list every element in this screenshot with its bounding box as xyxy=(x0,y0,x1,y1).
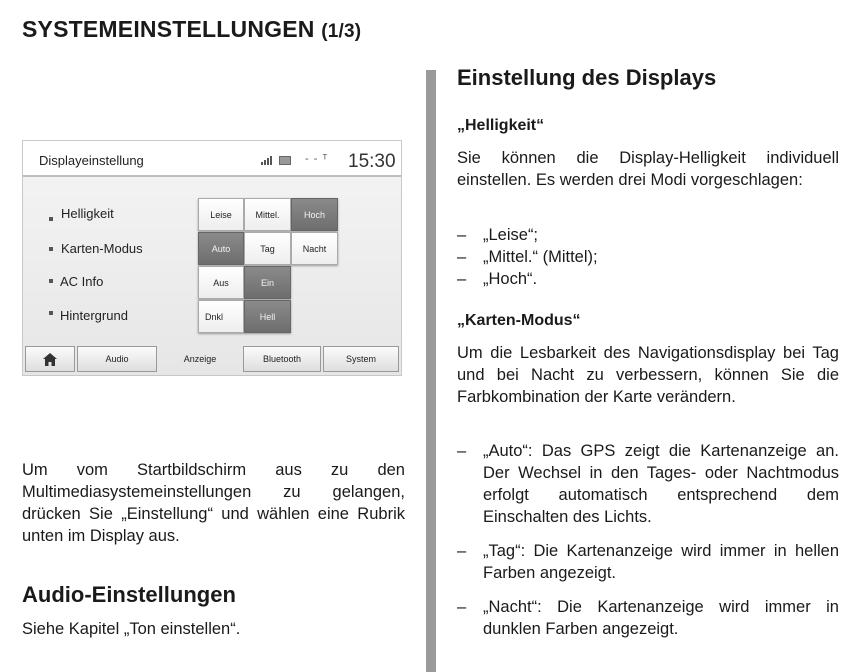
display-settings-screenshot xyxy=(22,140,402,376)
brightness-medium-button[interactable]: Mittel. xyxy=(244,198,291,231)
list-item: – „Mittel.“ (Mittel); xyxy=(457,248,598,266)
tab-audio[interactable]: Audio xyxy=(77,346,157,372)
brightness-paragraph xyxy=(457,147,839,191)
map-mode-list xyxy=(457,440,839,652)
background-selector xyxy=(198,300,291,333)
page-title xyxy=(22,16,361,43)
ac-info-off-button[interactable]: Aus xyxy=(198,266,244,299)
tab-bar xyxy=(25,346,399,372)
background-light-button[interactable]: Hell xyxy=(244,300,291,333)
map-mode-selector xyxy=(198,232,338,265)
list-item: – „Auto“: Das GPS zeigt die Kartenanzeige an. Der Wechsel in den Tages- oder Nachtmodus erfolgt automatisch entsprechend dem Einschalten des Lichts. xyxy=(457,442,839,526)
option-label-brightness: Helligkeit xyxy=(61,206,114,221)
tab-system[interactable]: System xyxy=(323,346,399,372)
ac-info-on-button[interactable]: Ein xyxy=(244,266,291,299)
tab-display[interactable]: Anzeige xyxy=(183,354,217,364)
map-mode-heading: „Karten-Modus“ xyxy=(457,312,581,329)
audio-settings-heading: Audio-Einstellungen xyxy=(22,582,236,607)
home-icon xyxy=(43,353,57,366)
list-item: – „Nacht“: Die Kartenanzeige wird immer in dunklen Farben angezeigt. xyxy=(457,598,839,638)
map-mode-day-button[interactable]: Tag xyxy=(244,232,291,265)
list-item: – „Hoch“. xyxy=(457,270,538,288)
ac-info-selector xyxy=(198,266,291,299)
status-indicator: - - ᵀ xyxy=(305,153,329,165)
brightness-text: Sie können die Display-Helligkeit individuell einstellen. Es werden drei Modi vorgeschlagen: xyxy=(457,149,839,189)
tab-bluetooth[interactable]: Bluetooth xyxy=(243,346,321,372)
signal-icon xyxy=(261,155,275,165)
brightness-low-button[interactable]: Leise xyxy=(198,198,244,231)
brightness-list xyxy=(457,224,839,290)
bullet-icon xyxy=(49,217,53,221)
brightness-selector xyxy=(198,198,338,231)
screen-title: Displayeinstellung xyxy=(39,153,144,168)
home-button[interactable] xyxy=(25,346,75,372)
clock: 15:30 xyxy=(348,151,396,172)
brightness-heading: „Helligkeit“ xyxy=(457,117,545,134)
screen-header xyxy=(23,141,401,177)
page-title-text: SYSTEMEINSTELLUNGEN xyxy=(22,16,315,42)
map-mode-text: Um die Lesbarkeit des Navigationsdisplay bei Tag und bei Nacht zu verbessern, können Sie die Farbkombination der Karte verändern. xyxy=(457,344,839,406)
list-item: – „Tag“: Die Kartenanzeige wird immer in hellen Farben angezeigt. xyxy=(457,542,839,582)
option-label-map-mode: Karten-Modus xyxy=(61,241,143,256)
brightness-high-button[interactable]: Hoch xyxy=(291,198,338,231)
map-mode-night-button[interactable]: Nacht xyxy=(291,232,338,265)
bullet-icon xyxy=(49,247,53,251)
map-mode-paragraph xyxy=(457,342,839,408)
display-settings-heading: Einstellung des Displays xyxy=(457,65,717,90)
bullet-icon xyxy=(49,311,53,315)
audio-settings-text: Siehe Kapitel „Ton einstellen“. xyxy=(22,620,241,638)
map-mode-auto-button[interactable]: Auto xyxy=(198,232,244,265)
bullet-icon xyxy=(49,279,53,283)
battery-icon xyxy=(279,156,291,165)
background-dark-button[interactable]: Dnkl xyxy=(198,300,244,333)
option-label-background: Hintergrund xyxy=(60,308,128,323)
list-item: – „Leise“; xyxy=(457,226,539,244)
intro-text: Um vom Startbildschirm aus zu den Multimediasystemeinstellungen zu gelangen, drücken Sie „Einstellung“ und wählen eine Rubrik unten im Display aus. xyxy=(22,461,405,545)
option-label-ac-info: AC Info xyxy=(60,274,104,289)
intro-paragraph xyxy=(22,459,405,547)
column-divider xyxy=(426,70,436,672)
page-indicator: (1/3) xyxy=(321,21,362,42)
